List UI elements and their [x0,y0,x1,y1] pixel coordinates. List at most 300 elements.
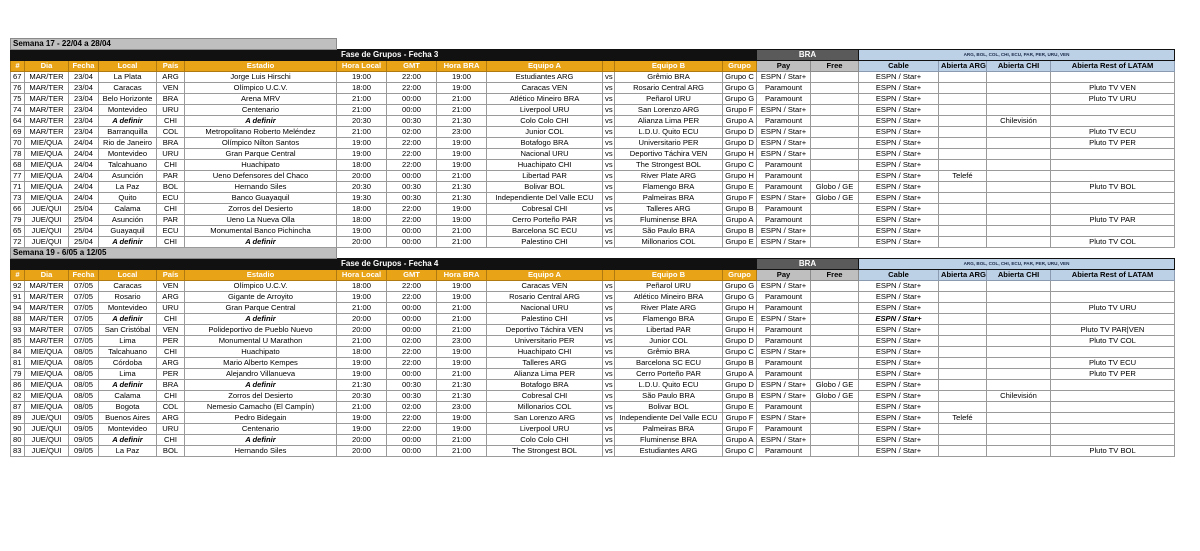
cell-a: Palestino CHI [487,314,603,325]
cell-grupo: Grupo H [723,303,757,314]
cell-estadio: Metropolitano Roberto Meléndez [185,127,337,138]
cell-cable: ESPN / Star+ [859,94,939,105]
cell-hl: 18:00 [337,83,387,94]
cell-hl: 18:00 [337,215,387,226]
cell-fecha: 23/04 [69,105,99,116]
cell-b: San Lorenzo ARG [615,105,723,116]
cell-vs: vs [603,281,615,292]
cell-num: 74 [11,105,25,116]
column-header-pais: País [157,61,185,72]
cell-estadio: Pedro Bidegain [185,413,337,424]
cell-local: Talcahuano [99,347,157,358]
cell-local: Montevideo [99,149,157,160]
cell-grupo: Grupo H [723,325,757,336]
cell-chi [987,237,1051,248]
cell-pay: Paramount [757,336,811,347]
cell-hb: 19:00 [437,72,487,83]
cell-cable: ESPN / Star+ [859,435,939,446]
cell-a: Bolivar BOL [487,182,603,193]
cell-a: Nacional URU [487,303,603,314]
column-header-local: Local [99,61,157,72]
cell-gmt: 00:00 [387,303,437,314]
cell-estadio: Huachipato [185,347,337,358]
cell-chi [987,325,1051,336]
cell-free [811,226,859,237]
cell-chi [987,413,1051,424]
cell-b: Flamengo BRA [615,182,723,193]
cell-free [811,160,859,171]
cell-rest [1051,281,1175,292]
cell-pay: Paramount [757,358,811,369]
cell-local: San Cristóbal [99,325,157,336]
column-header-cable: Cable [859,270,939,281]
cell-pais: CHI [157,435,185,446]
cell-num: 93 [11,325,25,336]
cell-b: Independiente Del Valle ECU [615,413,723,424]
cell-pay: Paramount [757,116,811,127]
cell-num: 79 [11,369,25,380]
cell-pais: COL [157,402,185,413]
column-header-hl: Hora Local [337,270,387,281]
cell-estadio: A definir [185,314,337,325]
cell-a: Rosario Central ARG [487,292,603,303]
cell-arg [939,204,987,215]
cell-cable: ESPN / Star+ [859,116,939,127]
cell-fecha: 09/05 [69,446,99,457]
cell-vs: vs [603,215,615,226]
cell-arg [939,347,987,358]
cell-free [811,369,859,380]
cell-pay: Paramount [757,215,811,226]
cell-pay: Paramount [757,369,811,380]
cell-hl: 19:30 [337,193,387,204]
cell-gmt: 00:00 [387,226,437,237]
cell-rest [1051,171,1175,182]
cell-vs: vs [603,226,615,237]
cell-vs: vs [603,171,615,182]
cell-free [811,325,859,336]
cell-vs: vs [603,105,615,116]
table-row [11,292,1175,303]
cell-free [811,292,859,303]
cell-gmt: 22:00 [387,424,437,435]
table-row [11,347,1175,358]
cell-num: 72 [11,237,25,248]
cell-b: Alianza Lima PER [615,116,723,127]
cell-chi [987,446,1051,457]
cell-num: 88 [11,314,25,325]
cell-rest [1051,314,1175,325]
cell-arg [939,303,987,314]
cell-rest [1051,424,1175,435]
cell-vs: vs [603,391,615,402]
cell-fecha: 25/04 [69,204,99,215]
cell-dia: MAR/TER [25,116,69,127]
cell-hl: 20:00 [337,314,387,325]
cell-rest [1051,226,1175,237]
cell-cable: ESPN / Star+ [859,292,939,303]
table-row [11,105,1175,116]
cell-num: 91 [11,292,25,303]
cell-hb: 19:00 [437,413,487,424]
cell-local: Belo Horizonte [99,94,157,105]
column-header-dia: Dia [25,61,69,72]
cell-arg [939,193,987,204]
cell-arg: Telefé [939,413,987,424]
cell-num: 86 [11,380,25,391]
cell-hb: 19:00 [437,424,487,435]
cell-chi: Chilevisión [987,391,1051,402]
latam-header: ARG, BOL, COL, CHI, ECU, PAR, PER, URU, VEN [859,259,1175,270]
cell-free [811,237,859,248]
cell-fecha: 23/04 [69,72,99,83]
cell-arg [939,380,987,391]
cell-cable: ESPN / Star+ [859,127,939,138]
table-row [11,160,1175,171]
cell-vs: vs [603,237,615,248]
cell-chi [987,182,1051,193]
column-header-grupo: Grupo [723,270,757,281]
cell-pais: BRA [157,94,185,105]
table-row [11,281,1175,292]
column-header-gmt: GMT [387,270,437,281]
column-header-cable: Cable [859,61,939,72]
cell-chi [987,226,1051,237]
cell-grupo: Grupo D [723,138,757,149]
cell-pais: ECU [157,226,185,237]
week-row [11,39,1175,50]
cell-pay: Paramount [757,83,811,94]
table-row [11,424,1175,435]
cell-vs: vs [603,402,615,413]
cell-cable: ESPN / Star+ [859,314,939,325]
cell-pay: Paramount [757,160,811,171]
cell-rest: Pluto TV PAR|VEN [1051,325,1175,336]
cell-hl: 18:00 [337,347,387,358]
cell-num: 92 [11,281,25,292]
cell-pay: Paramount [757,204,811,215]
column-header-estadio: Estadio [185,270,337,281]
cell-pais: BOL [157,182,185,193]
cell-arg [939,424,987,435]
column-header-num: # [11,270,25,281]
column-header-grupo: Grupo [723,61,757,72]
cell-pais: CHI [157,314,185,325]
cell-hl: 21:00 [337,303,387,314]
cell-num: 94 [11,303,25,314]
cell-pay: ESPN / Star+ [757,391,811,402]
cell-pais: CHI [157,160,185,171]
column-header-gmt: GMT [387,61,437,72]
cell-dia: JUE/QUI [25,424,69,435]
cell-hb: 19:00 [437,215,487,226]
cell-a: The Strongest BOL [487,446,603,457]
cell-local: Caracas [99,83,157,94]
column-header-vs [603,270,615,281]
cell-gmt: 22:00 [387,215,437,226]
table-row [11,72,1175,83]
cell-chi [987,369,1051,380]
cell-pais: ARG [157,358,185,369]
cell-pais: ECU [157,193,185,204]
cell-local: Lima [99,336,157,347]
cell-free [811,105,859,116]
cell-hl: 19:00 [337,149,387,160]
cell-estadio: Gran Parque Central [185,149,337,160]
cell-num: 83 [11,446,25,457]
cell-arg [939,369,987,380]
cell-hl: 21:00 [337,127,387,138]
column-header-free: Free [811,270,859,281]
cell-arg [939,402,987,413]
cell-gmt: 02:00 [387,336,437,347]
cell-grupo: Grupo C [723,72,757,83]
cell-hb: 21:00 [437,226,487,237]
cell-estadio: Alejandro Villanueva [185,369,337,380]
cell-dia: MAR/TER [25,281,69,292]
cell-b: Fluminense BRA [615,215,723,226]
cell-dia: JUE/QUI [25,413,69,424]
cell-a: Libertad PAR [487,171,603,182]
column-header-dia: Dia [25,270,69,281]
cell-gmt: 22:00 [387,72,437,83]
cell-rest [1051,380,1175,391]
cell-rest [1051,160,1175,171]
cell-pais: ARG [157,72,185,83]
cell-dia: MAR/TER [25,325,69,336]
cell-arg [939,83,987,94]
cell-b: São Paulo BRA [615,226,723,237]
cell-pais: PAR [157,171,185,182]
cell-cable: ESPN / Star+ [859,138,939,149]
cell-rest: Pluto TV URU [1051,94,1175,105]
cell-grupo: Grupo F [723,105,757,116]
cell-b: Libertad PAR [615,325,723,336]
cell-local: Lima [99,369,157,380]
cell-pais: URU [157,424,185,435]
cell-rest [1051,292,1175,303]
cell-free [811,215,859,226]
cell-local: Montevideo [99,105,157,116]
cell-arg [939,160,987,171]
cell-dia: MIE/QUA [25,149,69,160]
cell-b: Deportivo Táchira VEN [615,149,723,160]
cell-cable: ESPN / Star+ [859,105,939,116]
cell-free [811,358,859,369]
cell-num: 66 [11,204,25,215]
cell-free: Globo / GE [811,391,859,402]
cell-cable: ESPN / Star+ [859,303,939,314]
cell-local: La Paz [99,182,157,193]
cell-pais: URU [157,105,185,116]
cell-grupo: Grupo A [723,116,757,127]
column-header-fecha: Fecha [69,270,99,281]
cell-hl: 20:00 [337,325,387,336]
cell-dia: MAR/TER [25,127,69,138]
cell-pay: ESPN / Star+ [757,193,811,204]
cell-fecha: 08/05 [69,391,99,402]
column-header-pay: Pay [757,61,811,72]
cell-hl: 20:00 [337,171,387,182]
cell-arg [939,138,987,149]
cell-vs: vs [603,314,615,325]
column-header-num: # [11,61,25,72]
cell-rest: Pluto TV URU [1051,303,1175,314]
cell-num: 82 [11,391,25,402]
cell-grupo: Grupo F [723,193,757,204]
cell-vs: vs [603,72,615,83]
cell-pay: ESPN / Star+ [757,105,811,116]
cell-hb: 21:00 [437,94,487,105]
cell-arg [939,72,987,83]
cell-free [811,347,859,358]
cell-rest [1051,116,1175,127]
cell-arg [939,149,987,160]
cell-free [811,336,859,347]
cell-rest: Pluto TV ECU [1051,358,1175,369]
cell-grupo: Grupo G [723,83,757,94]
cell-gmt: 00:00 [387,446,437,457]
cell-cable: ESPN / Star+ [859,446,939,457]
cell-rest [1051,413,1175,424]
table-row [11,127,1175,138]
cell-chi [987,160,1051,171]
cell-grupo: Grupo E [723,182,757,193]
cell-fecha: 07/05 [69,314,99,325]
week-label: Semana 19 - 6/05 a 12/05 [11,248,337,259]
cell-gmt: 00:00 [387,435,437,446]
bra-header: BRA [757,259,859,270]
cell-hl: 20:30 [337,391,387,402]
cell-pais: VEN [157,281,185,292]
cell-b: Palmeiras BRA [615,193,723,204]
cell-chi [987,435,1051,446]
cell-num: 64 [11,116,25,127]
cell-grupo: Grupo H [723,149,757,160]
cell-dia: JUE/QUI [25,226,69,237]
cell-num: 68 [11,160,25,171]
column-header-a: Equipo A [487,270,603,281]
cell-gmt: 00:00 [387,237,437,248]
cell-b: Estudiantes ARG [615,446,723,457]
cell-chi [987,215,1051,226]
cell-estadio: Monumental U Marathon [185,336,337,347]
cell-b: Junior COL [615,336,723,347]
cell-estadio: A definir [185,237,337,248]
cell-hb: 23:00 [437,336,487,347]
cell-local: Rosario [99,292,157,303]
cell-pais: CHI [157,347,185,358]
cell-a: Huachipato CHI [487,347,603,358]
cell-hb: 21:00 [437,325,487,336]
latam-header: ARG, BOL, COL, CHI, ECU, PAR, PER, URU, VEN [859,50,1175,61]
cell-chi [987,138,1051,149]
cell-hb: 19:00 [437,138,487,149]
cell-hl: 21:00 [337,105,387,116]
week-row [11,248,1175,259]
cell-vs: vs [603,435,615,446]
cell-local: Montevideo [99,424,157,435]
cell-pais: COL [157,127,185,138]
cell-dia: MAR/TER [25,292,69,303]
cell-local: Barranquilla [99,127,157,138]
column-header-pay: Pay [757,270,811,281]
cell-gmt: 00:30 [387,193,437,204]
cell-b: Atlético Mineiro BRA [615,292,723,303]
cell-arg [939,325,987,336]
cell-num: 84 [11,347,25,358]
cell-estadio: Banco Guayaquil [185,193,337,204]
cell-num: 70 [11,138,25,149]
table-row [11,413,1175,424]
cell-pais: ARG [157,413,185,424]
table-row [11,336,1175,347]
cell-pais: CHI [157,116,185,127]
cell-rest: Pluto TV ECU [1051,127,1175,138]
cell-fecha: 07/05 [69,325,99,336]
cell-rest [1051,347,1175,358]
cell-hb: 19:00 [437,358,487,369]
table-row [11,116,1175,127]
cell-cable: ESPN / Star+ [859,402,939,413]
cell-hl: 19:00 [337,138,387,149]
cell-local: A definir [99,435,157,446]
cell-gmt: 22:00 [387,347,437,358]
cell-cable: ESPN / Star+ [859,215,939,226]
cell-chi [987,358,1051,369]
cell-arg [939,391,987,402]
cell-hl: 21:00 [337,94,387,105]
bra-header: BRA [757,50,859,61]
cell-free [811,138,859,149]
cell-local: Calama [99,204,157,215]
cell-dia: MIE/QUA [25,138,69,149]
cell-estadio: A definir [185,435,337,446]
cell-b: Peñarol URU [615,94,723,105]
cell-grupo: Grupo D [723,127,757,138]
cell-a: Cobresal CHI [487,391,603,402]
cell-pay: Paramount [757,171,811,182]
cell-fecha: 24/04 [69,182,99,193]
cell-chi [987,105,1051,116]
cell-dia: MAR/TER [25,94,69,105]
cell-a: Caracas VEN [487,83,603,94]
cell-dia: MIE/QUA [25,193,69,204]
cell-chi [987,193,1051,204]
cell-chi [987,347,1051,358]
cell-dia: JUE/QUI [25,435,69,446]
table-row [11,193,1175,204]
cell-cable: ESPN / Star+ [859,160,939,171]
cell-local: La Paz [99,446,157,457]
cell-a: Colo Colo CHI [487,116,603,127]
cell-rest: Pluto TV PAR [1051,215,1175,226]
cell-hb: 19:00 [437,83,487,94]
cell-grupo: Grupo B [723,358,757,369]
cell-pay: Paramount [757,182,811,193]
cell-b: Grêmio BRA [615,347,723,358]
cell-pais: VEN [157,325,185,336]
cell-hl: 20:00 [337,237,387,248]
cell-hb: 21:30 [437,182,487,193]
cell-dia: MIE/QUA [25,380,69,391]
cell-chi [987,204,1051,215]
cell-rest [1051,204,1175,215]
cell-dia: MIE/QUA [25,160,69,171]
cell-vs: vs [603,138,615,149]
cell-arg [939,94,987,105]
cell-estadio: Centenario [185,105,337,116]
